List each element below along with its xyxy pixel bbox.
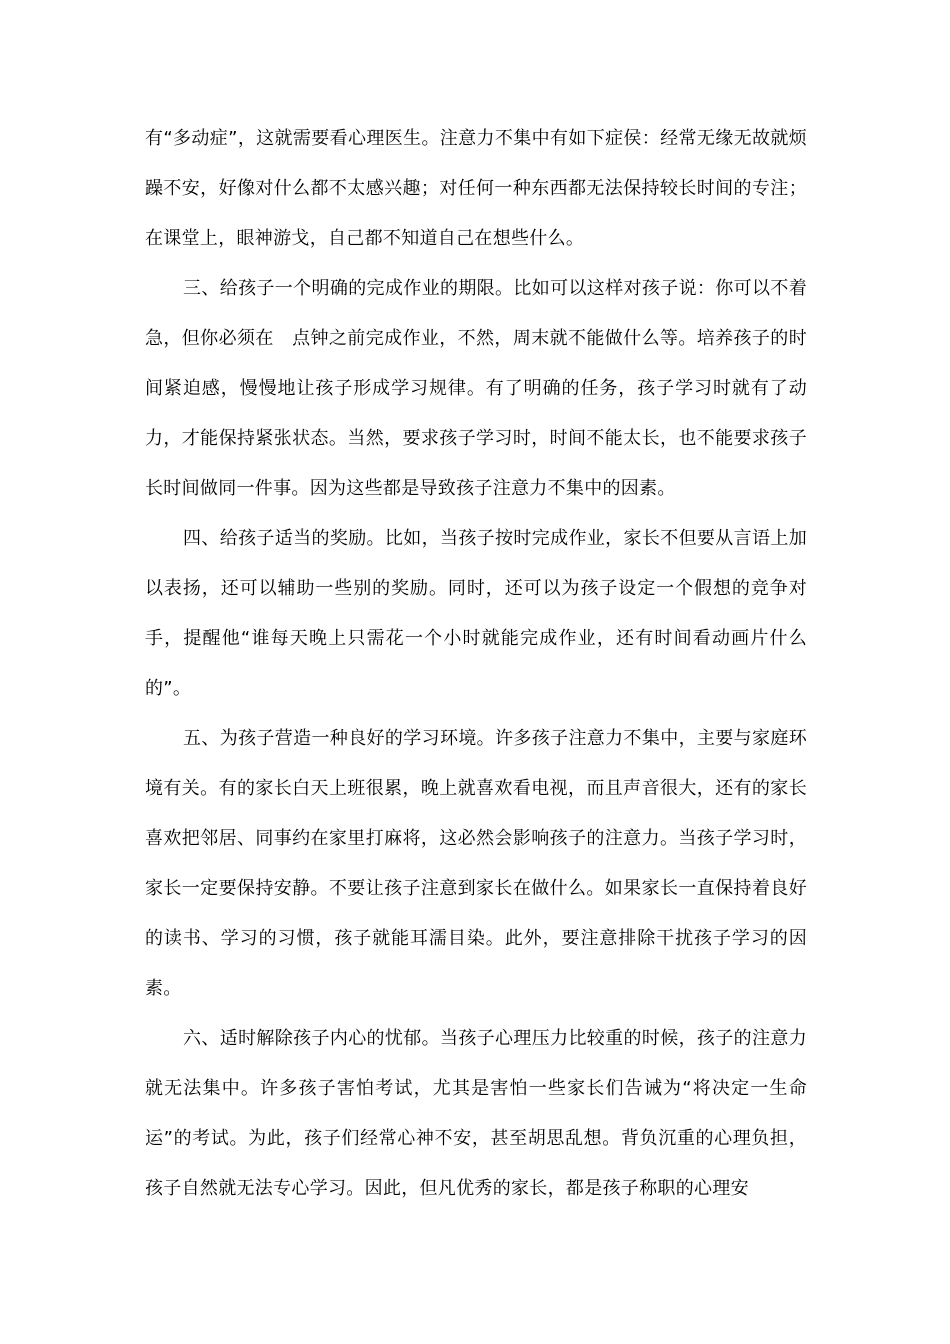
paragraph-continued-symptoms: 有“多动症”，这就需要看心理医生。注意力不集中有如下症侯：经常无缘无故就烦躁不安，好像对什么都不太感兴趣；对任何一种东西都无法保持较长时间的专注；在课堂上，眼神游戈，自己都不知道自己在想些什么。	[145, 128, 807, 249]
paragraph-point-four-reward: 四、给孩子适当的奖励。比如，当孩子按时完成作业，家长不但要从言语上加以表扬，还可以辅助一些别的奖励。同时，还可以为孩子设定一个假想的竞争对手，提醒他“谁每天晚上只需花一个小时就能完成作业，还有时间看动画片什么的”。	[145, 528, 807, 699]
paragraph-point-six-anxiety: 六、适时解除孩子内心的忧郁。当孩子心理压力比较重的时候，孩子的注意力就无法集中。许多孩子害怕考试，尤其是害怕一些家长们告诫为“将决定一生命运”的考试。为此，孩子们经常心神不安，甚至胡思乱想。背负沉重的心理负担，孩子自然就无法专心学习。因此，但凡优秀的家长，都是孩子称职的心理安	[145, 1028, 807, 1199]
document-body	[145, 114, 807, 1214]
paragraph-point-three-deadline: 三、给孩子一个明确的完成作业的期限。比如可以这样对孩子说：你可以不着急，但你必须在 点钟之前完成作业，不然，周末就不能做什么等。培养孩子的时间紧迫感，慢慢地让孩子形成学习规律。有了明确的任务，孩子学习时就有了动力，才能保持紧张状态。当然，要求孩子学习时，时间不能太长，也不能要求孩子长时间做同一件事。因为这些都是导致孩子注意力不集中的因素。	[145, 278, 807, 499]
paragraph-point-five-environment: 五、为孩子营造一种良好的学习环境。许多孩子注意力不集中，主要与家庭环境有关。有的家长白天上班很累，晚上就喜欢看电视，而且声音很大，还有的家长喜欢把邻居、同事约在家里打麻将，这必然会影响孩子的注意力。当孩子学习时，家长一定要保持安静。不要让孩子注意到家长在做什么。如果家长一直保持着良好的读书、学习的习惯，孩子就能耳濡目染。此外，要注意排除干扰孩子学习的因素。	[145, 728, 807, 999]
